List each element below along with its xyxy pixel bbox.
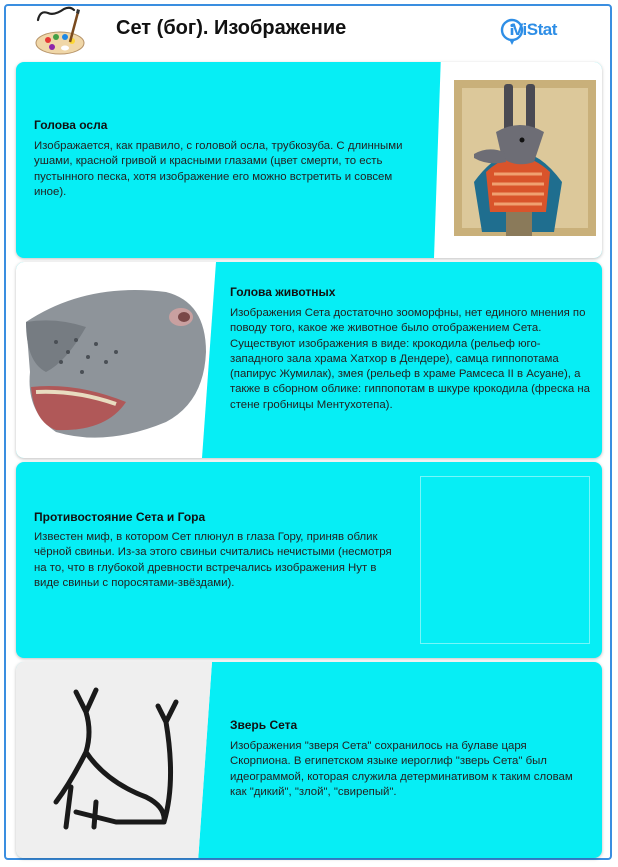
card-text: Изображения Сета достаточно зооморфны, нет единого мнения по поводу того, какое же животное было отображением Сета. Существуют изображения в виде: крокодила (рельеф юго-западного зала храма Хатхор в Дендере), самца гиппопотама (папирус Жумилак), змея (рельеф в храме Рамсеса II в Асуане), а также в сборном облике: гиппопотам в шкуре крокодила (фреска на стене гробницы Ментухотепа).	[230, 307, 591, 411]
hippopotamus-head-image	[16, 262, 216, 458]
card-animal-heads	[16, 262, 602, 458]
card-heading: Зверь Сета	[230, 718, 298, 732]
card-image	[434, 62, 602, 258]
page-title: Сет (бог). Изображение	[116, 17, 347, 39]
card-set-vs-horus	[16, 462, 602, 658]
card-donkey-head	[16, 62, 602, 258]
card-text: Известен миф, в котором Сет плюнул в глаза Гору, приняв облик чёрной свиньи. Из-за этого свиньи считались нечистыми (несмотря на то, что в глубокой древности встречались изображения Нут в виде свиньи с поросятами-звёздами).	[34, 531, 392, 589]
card-heading: Противостояние Сета и Гора	[34, 510, 206, 524]
seth-donkey-head-image	[434, 62, 602, 258]
painter-palette-icon	[30, 6, 92, 56]
card-set-animal	[16, 662, 602, 858]
card-text: Изображения "зверя Сета" сохранилось на булаве царя Скорпиона. В египетском языке иероглиф "зверь Сета" был идеограммой, которая служила детерминативом к таким словам как "дикий", "злой", "свирепый".	[230, 740, 573, 798]
card-heading: Голова осла	[34, 118, 108, 132]
card-heading: Голова животных	[230, 285, 336, 299]
header	[0, 0, 618, 58]
set-animal-hieroglyph-image	[16, 662, 212, 858]
brand-logo	[494, 18, 568, 46]
image-placeholder-frame	[420, 476, 590, 644]
card-image	[16, 662, 212, 858]
card-image	[16, 262, 216, 458]
brand-name: ViStat	[512, 20, 557, 39]
card-text: Изображается, как правило, с головой осла, трубкозуба. С длинными ушами, красной гривой и красными глазами (цвет смерти, то есть пустынного песка, хотя изображение его можно встретить и совсем иное).	[34, 140, 403, 198]
